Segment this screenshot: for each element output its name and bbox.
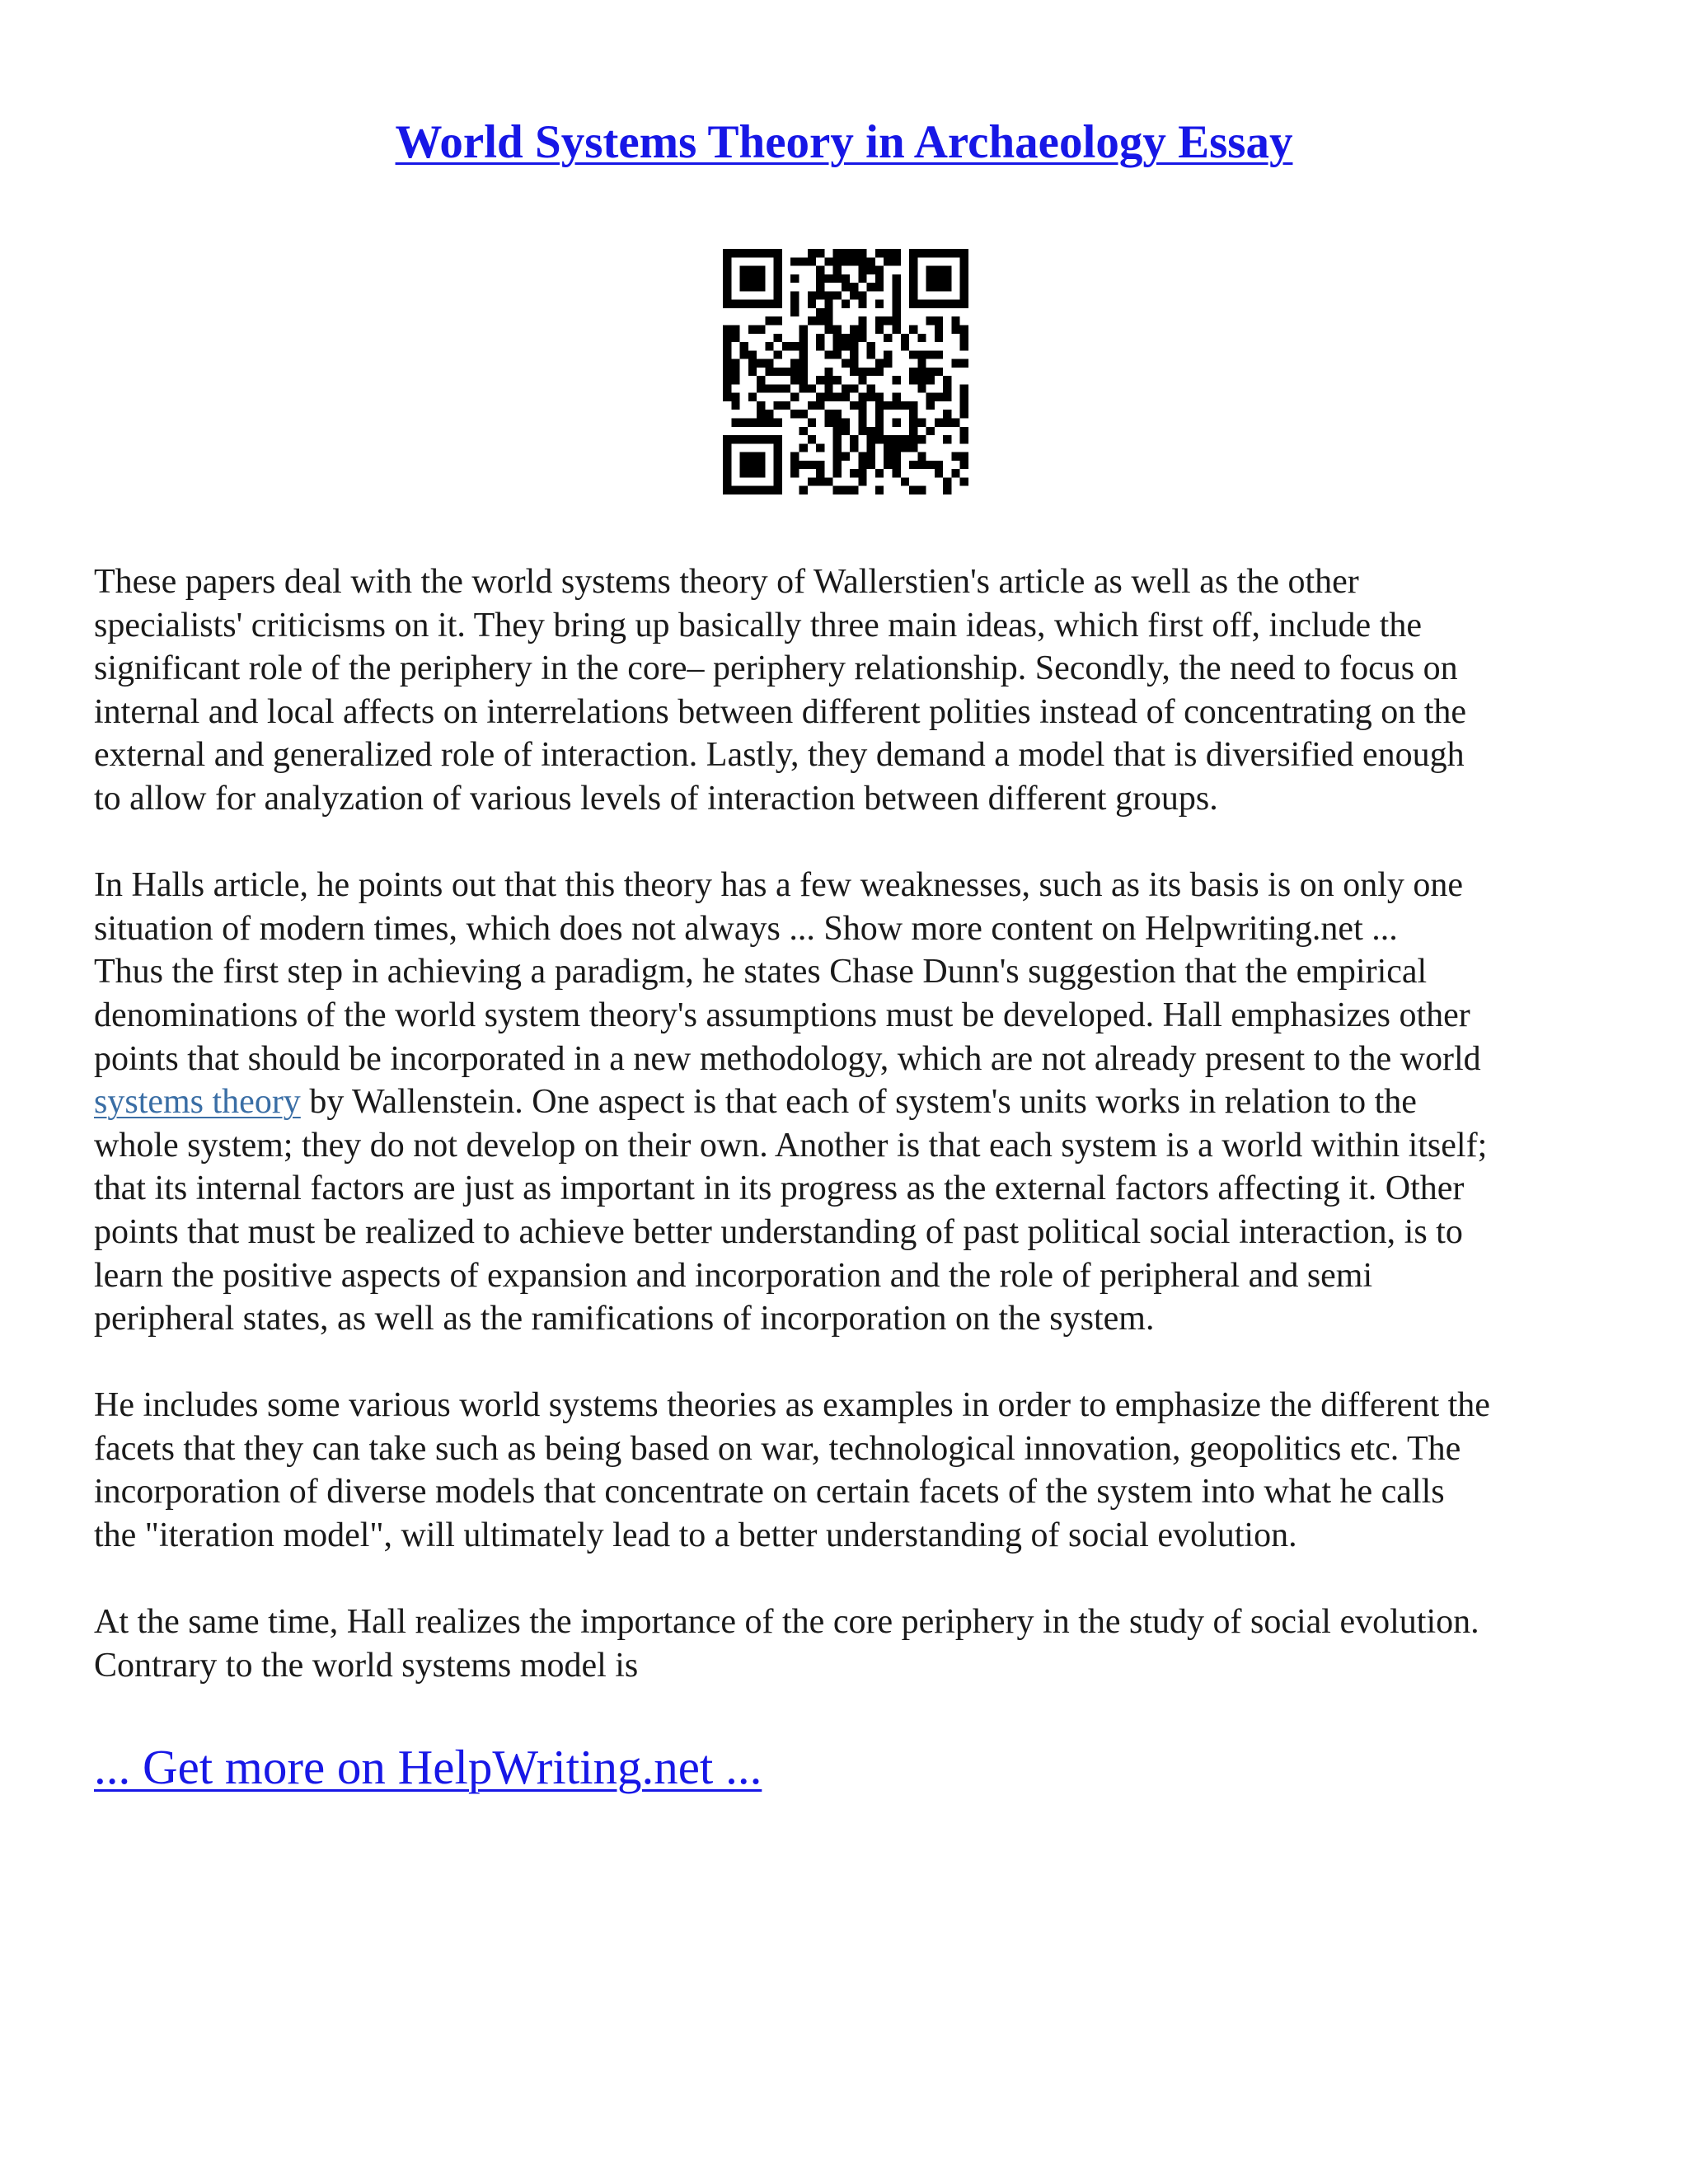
text-line: These papers deal with the world systems theory of Wallerstien's article as well as the other (94, 563, 1359, 601)
paragraph-4 (94, 1601, 1619, 1687)
text-line: situation of modern times, which does not always ... Show more content on Helpwriting.net ... (94, 909, 1398, 948)
text-line: points that must be realized to achieve better understanding of past political social interaction, is to (94, 1212, 1463, 1251)
text-line: incorporation of diverse models that concentrate on certain facets of the system into what he calls (94, 1473, 1445, 1511)
more-link-container (94, 1737, 762, 1797)
paragraph-1 (94, 560, 1619, 821)
paragraph-2 (94, 864, 1619, 1341)
text-line: At the same time, Hall realizes the importance of the core periphery in the study of social evolution. (94, 1603, 1479, 1642)
text-line: that its internal factors are just as important in its progress as the external factors affecting it. Other (94, 1169, 1465, 1208)
text-line: denominations of the world system theory's assumptions must be developed. Hall emphasizes other (94, 996, 1470, 1034)
title-link[interactable]: World Systems Theory in Archaeology Essay (395, 116, 1293, 168)
text-line: internal and local affects on interrelations between different polities instead of concentrating on the (94, 692, 1467, 731)
qr-code-icon (723, 249, 968, 494)
text-line: Contrary to the world systems model is (94, 1646, 639, 1685)
text-line: significant role of the periphery in the core– periphery relationship. Secondly, the need to focus on (94, 649, 1458, 688)
get-more-link[interactable]: ... Get more on HelpWriting.net ... (94, 1740, 762, 1794)
text-line: facets that they can take such as being based on war, technological innovation, geopolitics etc. The (94, 1429, 1461, 1468)
page-title (0, 114, 1688, 171)
text-line (94, 1080, 1619, 1124)
paragraph-3 (94, 1384, 1619, 1557)
text-line: In Halls article, he points out that this theory has a few weaknesses, such as its basis is on only one (94, 866, 1464, 905)
essay-body (94, 560, 1619, 1731)
text-line: specialists' criticisms on it. They bring up basically three main ideas, which first off, include the (94, 606, 1422, 644)
text-line: peripheral states, as well as the ramifications of incorporation on the system. (94, 1300, 1155, 1338)
text-line: to allow for analyzation of various levels of interaction between different groups. (94, 779, 1218, 818)
text-line: learn the positive aspects of expansion and incorporation and the role of peripheral and semi (94, 1256, 1373, 1295)
text-line: the "iteration model", will ultimately lead to a better understanding of social evolution. (94, 1516, 1297, 1555)
text-line: He includes some various world systems theories as examples in order to emphasize the different the (94, 1386, 1490, 1425)
text-fragment: by Wallenstein. One aspect is that each of system's units works in relation to the (300, 1083, 1417, 1122)
text-line: points that should be incorporated in a new methodology, which are not already present to the world (94, 1039, 1481, 1078)
text-line: Thus the first step in achieving a paradigm, he states Chase Dunn's suggestion that the empirical (94, 953, 1428, 991)
systems-theory-link[interactable]: systems theory (94, 1083, 301, 1122)
text-line: whole system; they do not develop on their own. Another is that each system is a world within itself; (94, 1126, 1488, 1165)
text-line: external and generalized role of interaction. Lastly, they demand a model that is diversified enough (94, 736, 1465, 775)
